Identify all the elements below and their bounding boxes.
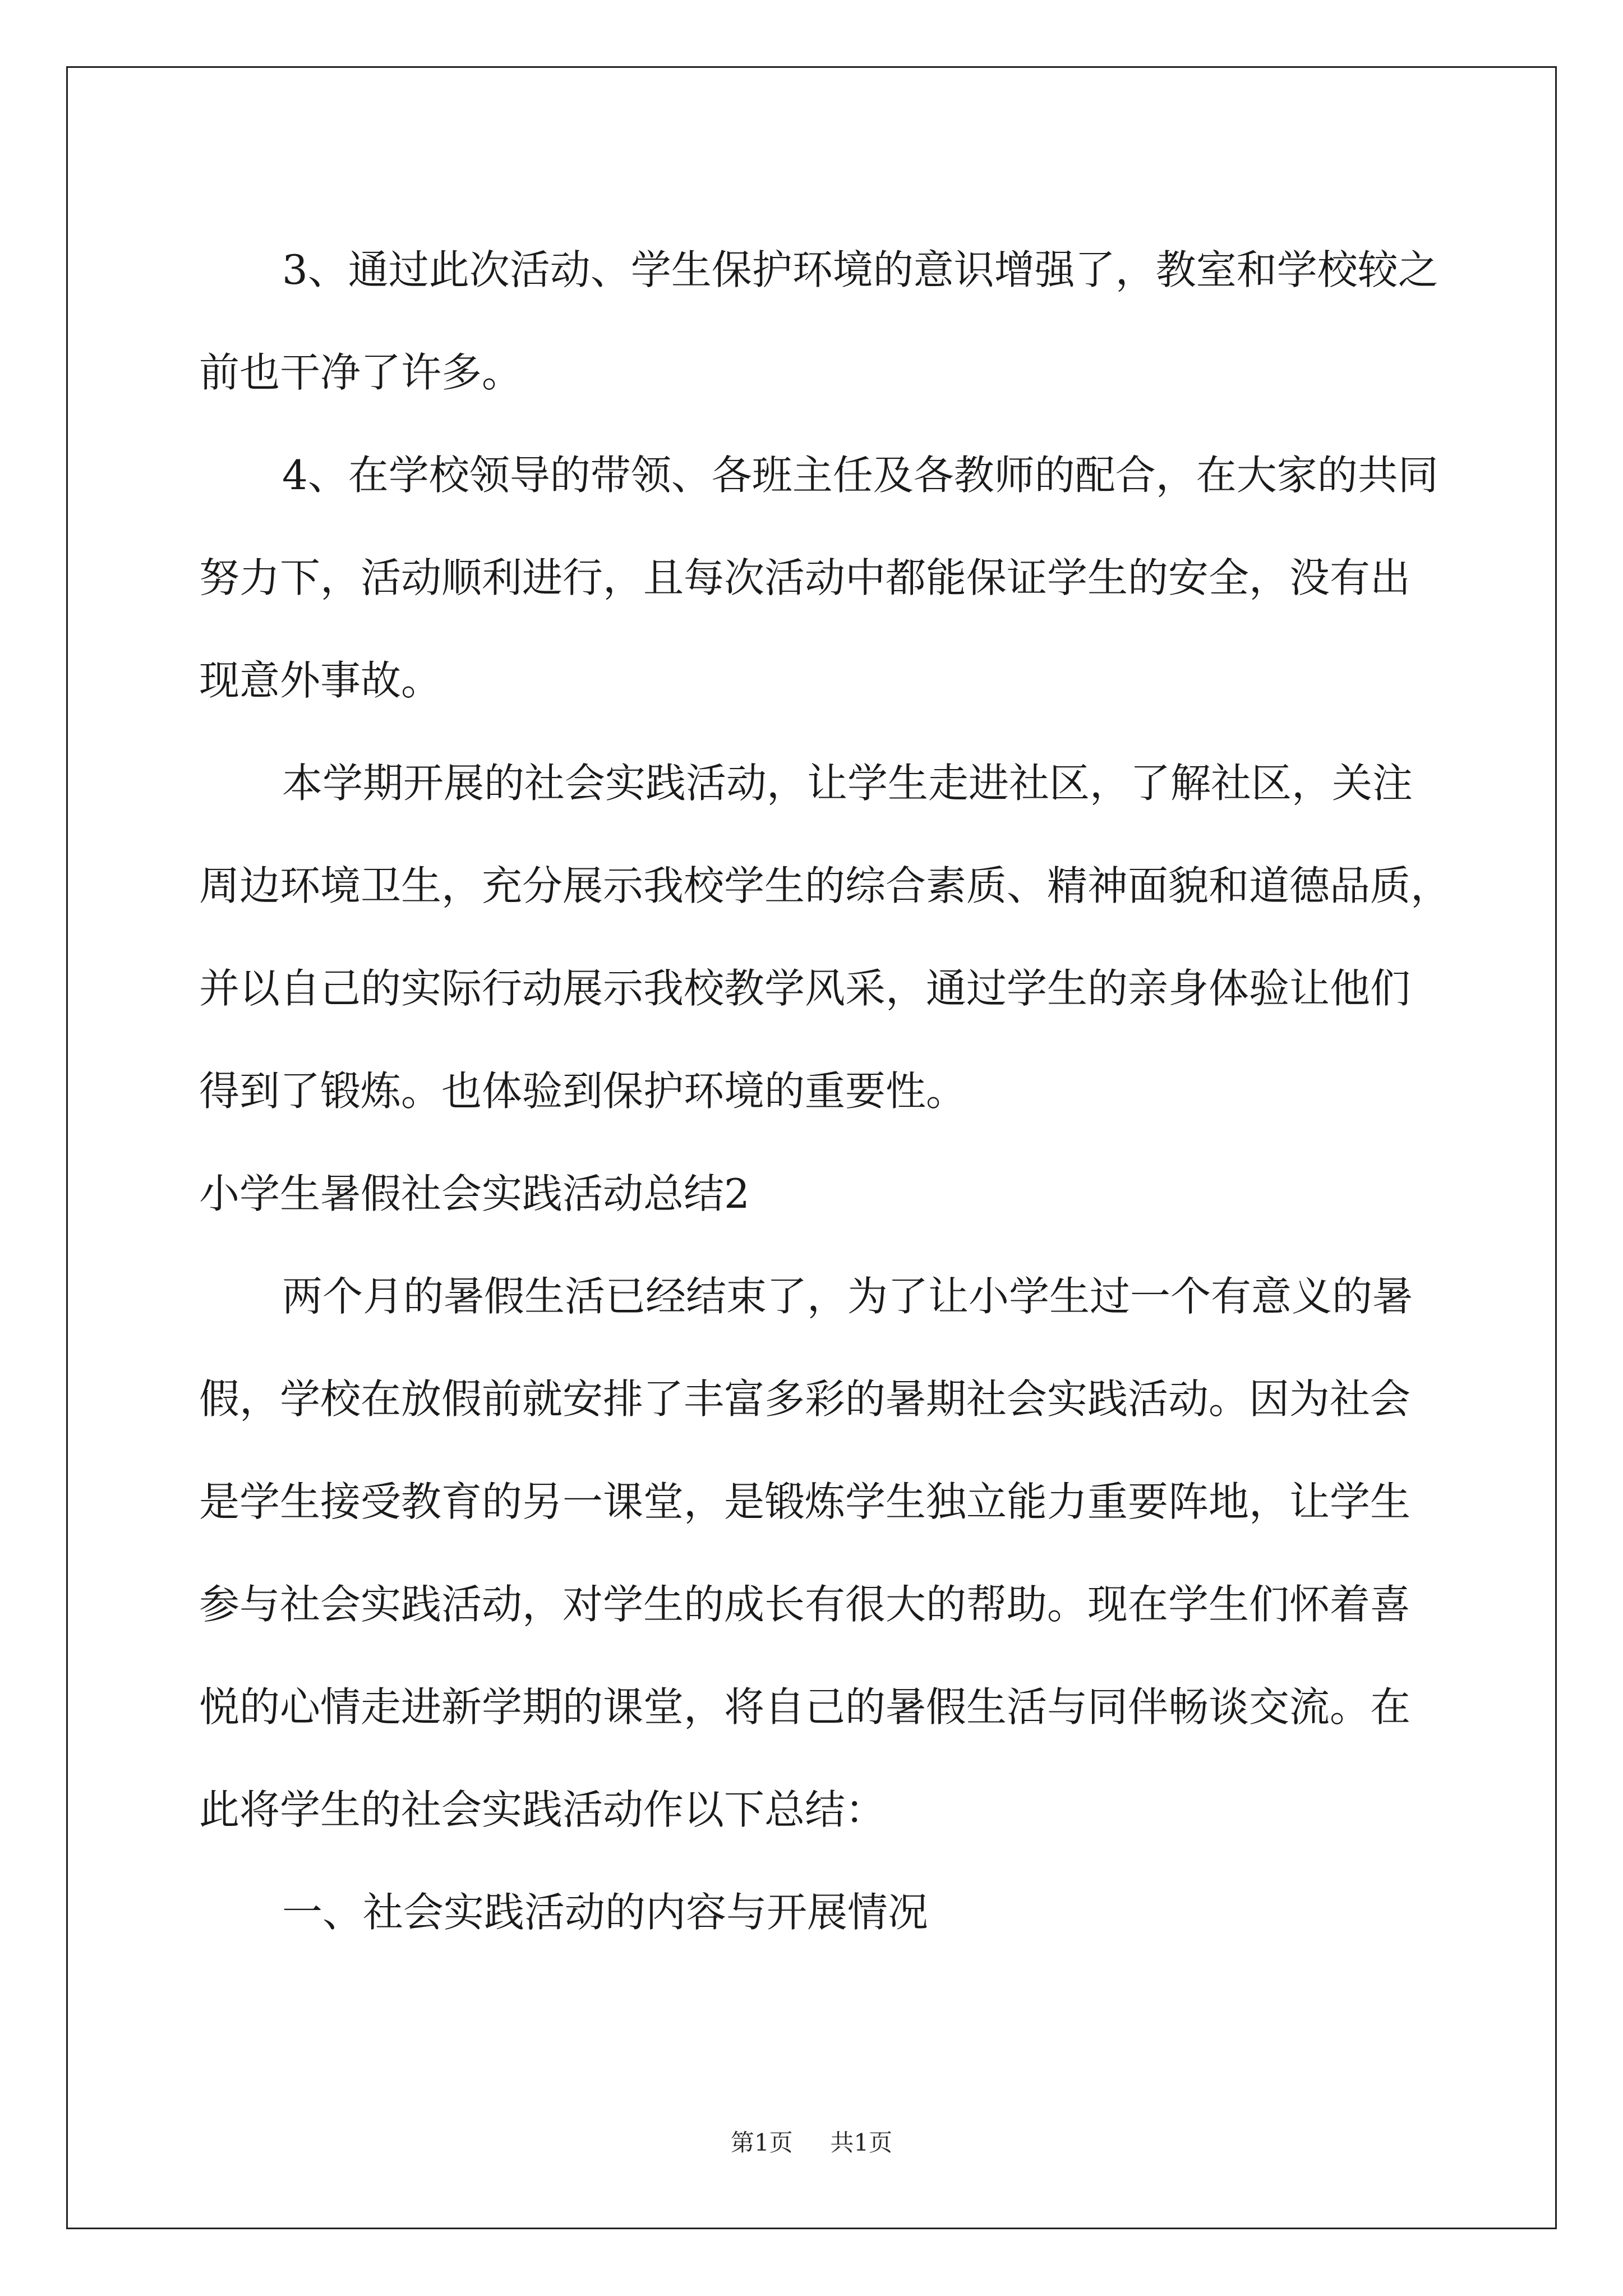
section-heading-text: 小学生暑假社会实践活动总结2 — [199, 1170, 750, 1217]
document-body — [199, 219, 1451, 1964]
page-number-total: 共1页 — [830, 2129, 893, 2156]
paragraph-line: 本学期开展的社会实践活动，让学生走进社区，了解社区，关注 — [282, 760, 1413, 807]
paragraph — [199, 424, 1438, 732]
paragraph — [199, 1245, 1427, 1861]
paragraph-line: 两个月的暑假生活已经结束了，为了让小学生过一个有意义的暑 — [282, 1273, 1413, 1320]
paragraph-line: 现意外事故。 — [199, 657, 442, 704]
paragraph — [199, 219, 1438, 424]
paragraph-line: 一、社会实践活动的内容与开展情况 — [282, 1889, 929, 1936]
paragraph — [199, 1861, 1427, 1964]
paragraph — [199, 732, 1451, 1143]
paragraph-line: 并以自己的实际行动展示我校教学风采，通过学生的亲身体验让他们 — [199, 965, 1411, 1012]
paragraph-line: 得到了锻炼。也体验到保护环境的重要性。 — [199, 1068, 967, 1115]
paragraph-line: 参与社会实践活动，对学生的成长有很大的帮助。现在学生们怀着喜 — [199, 1581, 1411, 1628]
paragraph-line: 悦的心情走进新学期的课堂，将自己的暑假生活与同伴畅谈交流。在 — [199, 1683, 1411, 1731]
page-footer — [0, 2126, 1623, 2160]
section-heading — [199, 1143, 1427, 1245]
paragraph-line: 周边环境卫生，充分展示我校学生的综合素质、精神面貌和道德品质， — [199, 862, 1451, 909]
paragraph-line: 3、通过此次活动、学生保护环境的意识增强了，教室和学校较之 — [282, 246, 1438, 293]
paragraph-line: 是学生接受教育的另一课堂，是锻炼学生独立能力重要阵地，让学生 — [199, 1478, 1411, 1525]
paragraph-line: 前也干净了许多。 — [199, 349, 523, 396]
paragraph-line: 4、在学校领导的带领、各班主任及各教师的配合，在大家的共同 — [282, 452, 1438, 499]
paragraph-line: 此将学生的社会实践活动作以下总结： — [199, 1786, 886, 1833]
page-number-current: 第1页 — [730, 2129, 793, 2156]
paragraph-line: 努力下，活动顺利进行，且每次活动中都能保证学生的安全，没有出 — [199, 554, 1411, 601]
paragraph-line: 假，学校在放假前就安排了丰富多彩的暑期社会实践活动。因为社会 — [199, 1375, 1411, 1423]
